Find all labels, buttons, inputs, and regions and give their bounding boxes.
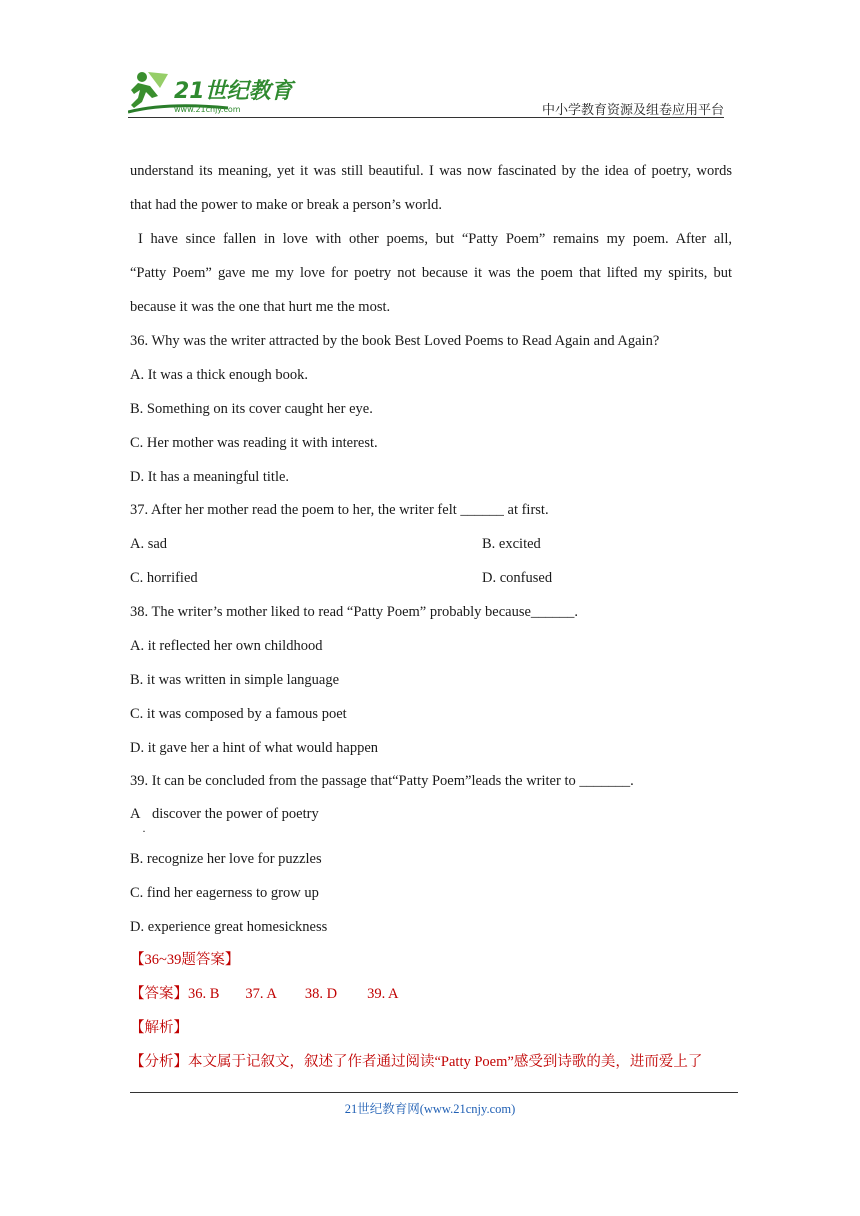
answer-item: 37. A <box>245 986 277 1002</box>
question-option: C. Her mother was reading it with interest. <box>130 435 378 451</box>
analysis-line <box>130 1052 702 1072</box>
answer-item: 36. B <box>188 986 220 1002</box>
passage-line: that had the power to make or break a person’s world. <box>130 197 443 213</box>
passage-line: “Patty Poem” gave me my love for poetry not because it was the poem that lifted my spirits, but <box>130 265 732 281</box>
question-option: D. It has a meaningful title. <box>130 469 290 485</box>
analysis-label: 【分析】 <box>130 1054 188 1070</box>
question-stem: 36. Why was the writer attracted by the book Best Loved Poems to Read Again and Again? <box>130 333 660 349</box>
passage-line: I have since fallen in love with other poems, but “Patty Poem” remains my poem. After all, <box>138 231 732 247</box>
question-option: C. find her eagerness to grow up <box>130 885 319 901</box>
question-option: A. It was a thick enough book. <box>130 367 308 383</box>
answer-item: 38. D <box>304 986 338 1002</box>
answer-item: 39. A <box>367 986 399 1002</box>
logo-21cnjy <box>128 68 298 116</box>
question-stem: 39. It can be concluded from the passage that“Patty Poem”leads the writer to _______. <box>130 773 634 789</box>
question-option: C. horrified <box>130 570 198 586</box>
page-footer: 21世纪教育网(www.21cnjy.com) <box>344 1102 516 1116</box>
question-option: A. sad <box>130 536 168 552</box>
footer-divider <box>130 1092 738 1093</box>
passage-line: understand its meaning, yet it was still beautiful. I was now fascinated by the idea of poetry, words <box>130 163 732 179</box>
question-option: D. experience great homesickness <box>130 919 328 935</box>
answer-label: 【答案】 <box>130 986 188 1002</box>
question-option: D. confused <box>482 570 553 586</box>
header-divider <box>128 117 724 118</box>
question-stem: 37. After her mother read the poem to her, the writer felt ______ at first. <box>130 502 549 518</box>
analysis-title: 【解析】 <box>130 1020 188 1036</box>
answer-line <box>130 984 399 1004</box>
question-option: B. recognize her love for puzzles <box>130 851 322 867</box>
question-option: B. excited <box>482 536 541 552</box>
question-option: C. it was composed by a famous poet <box>130 706 347 722</box>
page-header <box>128 68 724 118</box>
question-stem: 38. The writer’s mother liked to read “Patty Poem” probably because______. <box>130 604 579 620</box>
question-option: D. it gave her a hint of what would happen <box>130 740 379 756</box>
question-option: A. it reflected her own childhood <box>130 638 323 654</box>
question-option-letter: A <box>130 806 141 822</box>
passage-line: because it was the one that hurt me the most. <box>130 299 391 315</box>
question-option: discover the power of poetry <box>152 806 319 822</box>
logo-url: www.21cnjy.com <box>174 105 241 114</box>
logo-text: 21世纪教育 <box>174 79 293 104</box>
site-tagline: 中小学教育资源及组卷应用平台 <box>541 102 724 117</box>
option-dot: · <box>142 824 146 838</box>
answer-section-title: 【36~39题答案】 <box>130 952 240 968</box>
question-option: B. it was written in simple language <box>130 672 340 688</box>
analysis-text: 本文属于记叙文，叙述了作者通过阅读“Patty Poem”感受到诗歌的美，进而爱上了 <box>188 1054 703 1070</box>
question-option: B. Something on its cover caught her eye. <box>130 401 373 417</box>
